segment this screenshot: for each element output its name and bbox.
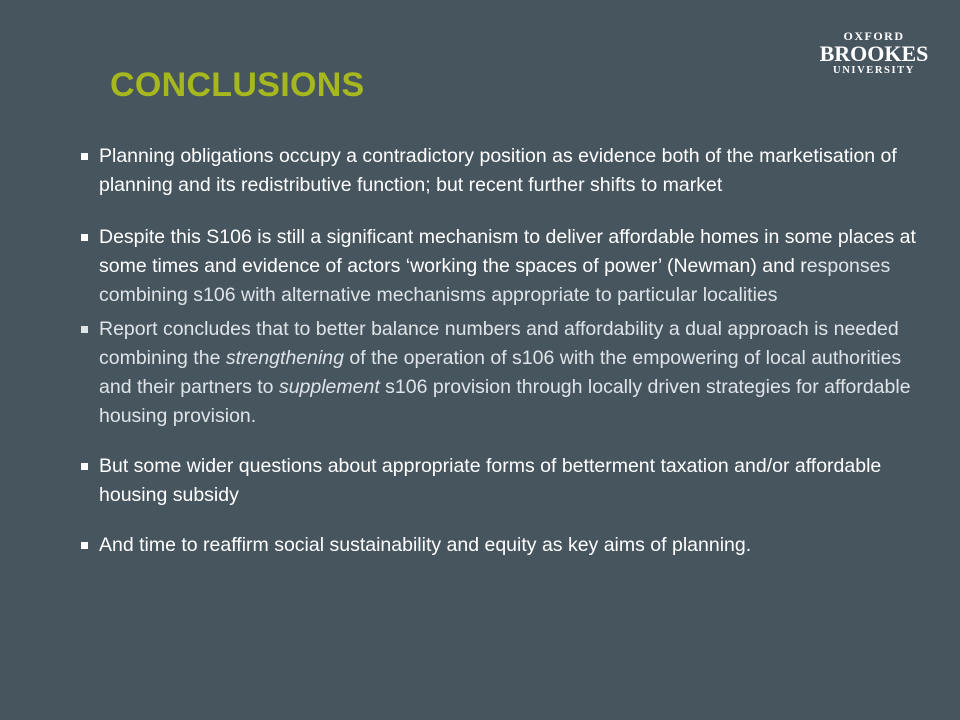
bullet-item-2 <box>78 223 918 310</box>
bullet-list <box>78 142 918 560</box>
bullet-text-5: And time to reaffirm social sustainability and equity as key aims of planning. <box>99 534 752 556</box>
bullet-text-2a: Despite this S106 is still a significant mechanism to deliver affordable homes in some places at some times and evidence of actors ‘working the spaces of power’ (Newman) and r <box>99 226 916 277</box>
bullet-item-3 <box>78 315 918 431</box>
logo-line-oxford: OXFORD <box>843 29 905 43</box>
bullet-text-4: But some wider questions about appropriate forms of betterment taxation and/or affordable housing subsidy <box>99 455 882 506</box>
logo-line-brookes: BROOKES <box>819 41 929 66</box>
bullet-text-1: Planning obligations occupy a contradictory position as evidence both of the marketisation of planning and its redistributive function; but recent further shifts to market <box>99 145 897 196</box>
bullet-text-2b: esponses combining s106 with alternative mechanisms appropriate to particular localities <box>99 255 891 306</box>
square-bullet-icon <box>81 326 88 333</box>
bullet-text-3b: of the operation of s106 with the empowering of local authorities and their partners to <box>99 347 902 398</box>
square-bullet-icon <box>81 463 88 470</box>
square-bullet-icon <box>81 542 88 549</box>
bullet-item-1 <box>78 142 918 200</box>
bullet-text-3c: s106 provision through locally driven strategies for affordable housing provision. <box>99 376 911 427</box>
square-bullet-icon <box>81 234 88 241</box>
bullet-item-4 <box>78 452 918 510</box>
slide-title: CONCLUSIONS <box>110 66 365 104</box>
bullet-emphasis-strengthening: strengthening <box>225 347 344 369</box>
bullet-item-5 <box>78 531 918 560</box>
logo-line-university: UNIVERSITY <box>833 65 915 76</box>
bullet-emphasis-supplement: supplement <box>278 376 380 398</box>
oxford-brookes-logo <box>818 30 930 77</box>
bullet-text-3a: Report concludes that to better balance numbers and affordability a dual approach is needed combining the <box>99 318 899 369</box>
square-bullet-icon <box>81 153 88 160</box>
